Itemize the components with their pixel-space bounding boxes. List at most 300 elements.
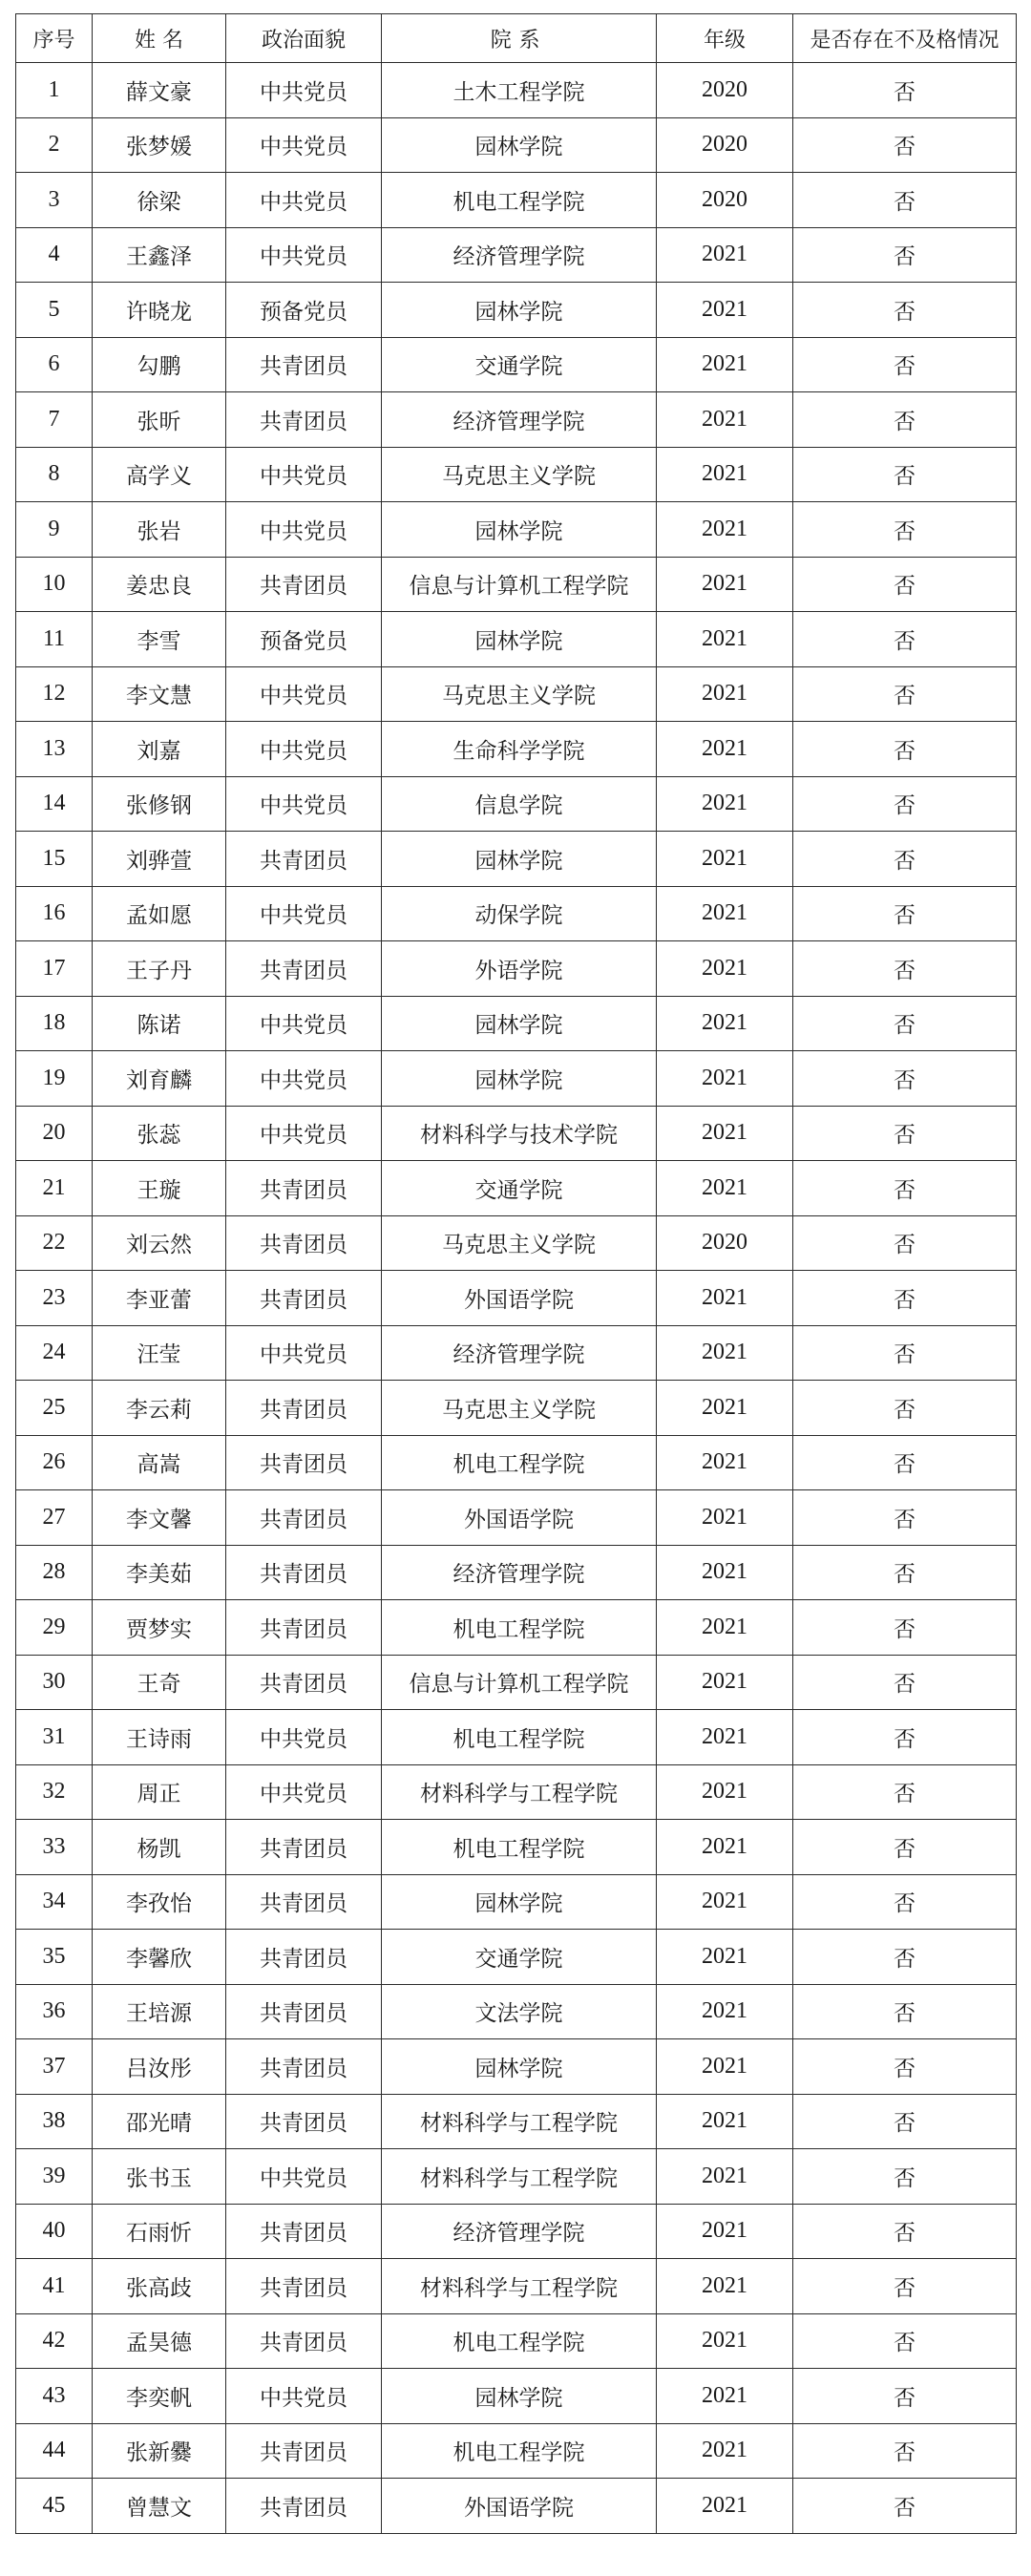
cell-name: 王诗雨 (93, 1710, 226, 1765)
cell-name: 李美茹 (93, 1545, 226, 1600)
cell-failing: 否 (793, 1764, 1017, 1820)
cell-failing: 否 (793, 337, 1017, 392)
header-failing: 是否存在不及格情况 (793, 14, 1017, 63)
cell-failing: 否 (793, 832, 1017, 887)
cell-failing: 否 (793, 1984, 1017, 2039)
cell-name: 李云莉 (93, 1381, 226, 1436)
cell-political: 共青团员 (226, 1820, 382, 1875)
cell-department: 马克思主义学院 (382, 1215, 657, 1271)
cell-failing: 否 (793, 666, 1017, 722)
cell-political: 共青团员 (226, 2479, 382, 2534)
cell-department: 外国语学院 (382, 1490, 657, 1546)
cell-political: 共青团员 (226, 1381, 382, 1436)
table-row (16, 2149, 1017, 2205)
cell-no: 38 (16, 2094, 93, 2149)
cell-grade: 2021 (657, 2094, 793, 2149)
cell-failing: 否 (793, 2149, 1017, 2205)
cell-failing: 否 (793, 1435, 1017, 1490)
cell-name: 张新爨 (93, 2423, 226, 2479)
cell-political: 共青团员 (226, 1984, 382, 2039)
cell-name: 张昕 (93, 392, 226, 448)
cell-department: 信息与计算机工程学院 (382, 557, 657, 612)
cell-failing: 否 (793, 776, 1017, 832)
cell-political: 中共党员 (226, 666, 382, 722)
cell-failing: 否 (793, 1490, 1017, 1546)
cell-failing: 否 (793, 2313, 1017, 2369)
cell-department: 文法学院 (382, 1984, 657, 2039)
cell-grade: 2021 (657, 2423, 793, 2479)
table-row (16, 1545, 1017, 1600)
cell-grade: 2020 (657, 173, 793, 228)
table-row (16, 1435, 1017, 1490)
cell-no: 25 (16, 1381, 93, 1436)
cell-department: 园林学院 (382, 1874, 657, 1930)
cell-name: 石雨忻 (93, 2204, 226, 2259)
cell-department: 材料科学与工程学院 (382, 2149, 657, 2205)
cell-name: 孟如愿 (93, 886, 226, 941)
cell-name: 张修钢 (93, 776, 226, 832)
cell-grade: 2021 (657, 283, 793, 338)
cell-political: 中共党员 (226, 2369, 382, 2424)
table-row (16, 1984, 1017, 2039)
cell-name: 李文馨 (93, 1490, 226, 1546)
cell-political: 中共党员 (226, 722, 382, 777)
cell-no: 32 (16, 1764, 93, 1820)
table-row (16, 63, 1017, 118)
cell-name: 李文慧 (93, 666, 226, 722)
cell-name: 张书玉 (93, 2149, 226, 2205)
cell-political: 共青团员 (226, 1545, 382, 1600)
cell-no: 43 (16, 2369, 93, 2424)
cell-department: 园林学院 (382, 2369, 657, 2424)
cell-name: 刘云然 (93, 1215, 226, 1271)
table-row (16, 557, 1017, 612)
cell-grade: 2021 (657, 2259, 793, 2314)
table-row (16, 1325, 1017, 1381)
cell-political: 预备党员 (226, 612, 382, 667)
cell-no: 44 (16, 2423, 93, 2479)
cell-failing: 否 (793, 1215, 1017, 1271)
cell-grade: 2021 (657, 502, 793, 558)
table-header (16, 14, 1017, 63)
cell-department: 交通学院 (382, 1161, 657, 1216)
cell-failing: 否 (793, 1655, 1017, 1710)
cell-failing: 否 (793, 283, 1017, 338)
cell-department: 经济管理学院 (382, 2204, 657, 2259)
cell-political: 共青团员 (226, 1600, 382, 1656)
table-body (16, 63, 1017, 2534)
table-row (16, 1655, 1017, 1710)
cell-grade: 2021 (657, 1271, 793, 1326)
table-row (16, 1490, 1017, 1546)
cell-grade: 2021 (657, 1764, 793, 1820)
table-row (16, 2259, 1017, 2314)
table-row (16, 283, 1017, 338)
cell-political: 中共党员 (226, 1325, 382, 1381)
cell-no: 16 (16, 886, 93, 941)
cell-no: 36 (16, 1984, 93, 2039)
cell-failing: 否 (793, 1271, 1017, 1326)
cell-failing: 否 (793, 1600, 1017, 1656)
cell-grade: 2021 (657, 1545, 793, 1600)
cell-failing: 否 (793, 996, 1017, 1051)
header-name: 姓 名 (93, 14, 226, 63)
cell-failing: 否 (793, 447, 1017, 502)
cell-grade: 2021 (657, 2149, 793, 2205)
cell-name: 徐梁 (93, 173, 226, 228)
cell-no: 9 (16, 502, 93, 558)
cell-grade: 2020 (657, 63, 793, 118)
cell-name: 张岩 (93, 502, 226, 558)
cell-grade: 2021 (657, 886, 793, 941)
cell-grade: 2021 (657, 1435, 793, 1490)
cell-no: 27 (16, 1490, 93, 1546)
cell-grade: 2021 (657, 1051, 793, 1107)
cell-political: 共青团员 (226, 1930, 382, 1985)
cell-grade: 2021 (657, 447, 793, 502)
cell-political: 中共党员 (226, 1764, 382, 1820)
table-row (16, 1271, 1017, 1326)
cell-political: 共青团员 (226, 1655, 382, 1710)
cell-failing: 否 (793, 1161, 1017, 1216)
cell-grade: 2021 (657, 996, 793, 1051)
header-no: 序号 (16, 14, 93, 63)
cell-no: 11 (16, 612, 93, 667)
cell-grade: 2021 (657, 1325, 793, 1381)
cell-no: 37 (16, 2039, 93, 2095)
table-row (16, 2204, 1017, 2259)
cell-grade: 2021 (657, 832, 793, 887)
cell-name: 贾梦实 (93, 1600, 226, 1656)
cell-failing: 否 (793, 2423, 1017, 2479)
cell-no: 21 (16, 1161, 93, 1216)
cell-grade: 2021 (657, 1820, 793, 1875)
cell-name: 刘嘉 (93, 722, 226, 777)
cell-name: 王璇 (93, 1161, 226, 1216)
cell-no: 6 (16, 337, 93, 392)
table-row (16, 502, 1017, 558)
cell-department: 动保学院 (382, 886, 657, 941)
cell-name: 陈诺 (93, 996, 226, 1051)
cell-department: 生命科学学院 (382, 722, 657, 777)
cell-failing: 否 (793, 2094, 1017, 2149)
cell-political: 共青团员 (226, 2423, 382, 2479)
cell-no: 5 (16, 283, 93, 338)
cell-no: 4 (16, 227, 93, 283)
cell-failing: 否 (793, 173, 1017, 228)
cell-failing: 否 (793, 1930, 1017, 1985)
cell-political: 中共党员 (226, 173, 382, 228)
cell-name: 李馨欣 (93, 1930, 226, 1985)
table-row (16, 996, 1017, 1051)
table-row (16, 666, 1017, 722)
cell-department: 园林学院 (382, 1051, 657, 1107)
cell-political: 共青团员 (226, 1271, 382, 1326)
cell-no: 22 (16, 1215, 93, 1271)
cell-name: 吕汝彤 (93, 2039, 226, 2095)
cell-political: 中共党员 (226, 1106, 382, 1161)
cell-name: 王培源 (93, 1984, 226, 2039)
cell-political: 中共党员 (226, 1710, 382, 1765)
cell-failing: 否 (793, 886, 1017, 941)
cell-department: 经济管理学院 (382, 392, 657, 448)
cell-no: 14 (16, 776, 93, 832)
cell-political: 共青团员 (226, 1215, 382, 1271)
table-row (16, 722, 1017, 777)
cell-department: 经济管理学院 (382, 1325, 657, 1381)
table-row (16, 1764, 1017, 1820)
cell-failing: 否 (793, 1820, 1017, 1875)
cell-no: 13 (16, 722, 93, 777)
cell-department: 机电工程学院 (382, 1820, 657, 1875)
cell-political: 共青团员 (226, 392, 382, 448)
cell-grade: 2021 (657, 941, 793, 997)
cell-no: 18 (16, 996, 93, 1051)
student-roster-table (15, 13, 1017, 2534)
table-row (16, 227, 1017, 283)
cell-grade: 2021 (657, 1490, 793, 1546)
cell-department: 机电工程学院 (382, 2423, 657, 2479)
cell-political: 共青团员 (226, 2313, 382, 2369)
cell-no: 39 (16, 2149, 93, 2205)
cell-department: 经济管理学院 (382, 1545, 657, 1600)
cell-no: 8 (16, 447, 93, 502)
cell-grade: 2021 (657, 557, 793, 612)
table-row (16, 2479, 1017, 2534)
cell-political: 中共党员 (226, 996, 382, 1051)
cell-no: 28 (16, 1545, 93, 1600)
cell-no: 34 (16, 1874, 93, 1930)
cell-department: 材料科学与技术学院 (382, 1106, 657, 1161)
cell-name: 杨凯 (93, 1820, 226, 1875)
cell-department: 机电工程学院 (382, 173, 657, 228)
header-row (16, 14, 1017, 63)
header-grade: 年级 (657, 14, 793, 63)
cell-name: 王奇 (93, 1655, 226, 1710)
cell-grade: 2021 (657, 2204, 793, 2259)
cell-political: 共青团员 (226, 2204, 382, 2259)
cell-political: 中共党员 (226, 63, 382, 118)
cell-political: 共青团员 (226, 2039, 382, 2095)
cell-failing: 否 (793, 2479, 1017, 2534)
cell-political: 共青团员 (226, 337, 382, 392)
cell-department: 经济管理学院 (382, 227, 657, 283)
cell-failing: 否 (793, 1545, 1017, 1600)
cell-department: 机电工程学院 (382, 1710, 657, 1765)
cell-failing: 否 (793, 2204, 1017, 2259)
cell-department: 马克思主义学院 (382, 1381, 657, 1436)
cell-failing: 否 (793, 1051, 1017, 1107)
cell-no: 31 (16, 1710, 93, 1765)
cell-failing: 否 (793, 612, 1017, 667)
cell-no: 12 (16, 666, 93, 722)
cell-name: 李雪 (93, 612, 226, 667)
cell-name: 高学义 (93, 447, 226, 502)
cell-no: 15 (16, 832, 93, 887)
cell-department: 马克思主义学院 (382, 666, 657, 722)
cell-political: 中共党员 (226, 227, 382, 283)
cell-department: 材料科学与工程学院 (382, 2094, 657, 2149)
cell-name: 刘骅萱 (93, 832, 226, 887)
cell-political: 共青团员 (226, 557, 382, 612)
cell-no: 7 (16, 392, 93, 448)
cell-department: 信息学院 (382, 776, 657, 832)
cell-failing: 否 (793, 941, 1017, 997)
table-row (16, 832, 1017, 887)
table-row (16, 1930, 1017, 1985)
cell-no: 40 (16, 2204, 93, 2259)
cell-failing: 否 (793, 227, 1017, 283)
cell-department: 材料科学与工程学院 (382, 2259, 657, 2314)
table-row (16, 392, 1017, 448)
cell-grade: 2020 (657, 1215, 793, 1271)
cell-failing: 否 (793, 1381, 1017, 1436)
cell-grade: 2021 (657, 612, 793, 667)
cell-department: 外国语学院 (382, 1271, 657, 1326)
cell-department: 园林学院 (382, 283, 657, 338)
cell-grade: 2021 (657, 337, 793, 392)
cell-political: 共青团员 (226, 1435, 382, 1490)
cell-name: 高嵩 (93, 1435, 226, 1490)
cell-failing: 否 (793, 2039, 1017, 2095)
cell-political: 共青团员 (226, 1490, 382, 1546)
cell-no: 45 (16, 2479, 93, 2534)
cell-no: 33 (16, 1820, 93, 1875)
cell-grade: 2021 (657, 2369, 793, 2424)
cell-no: 26 (16, 1435, 93, 1490)
cell-name: 姜忠良 (93, 557, 226, 612)
table-row (16, 1051, 1017, 1107)
table-row (16, 941, 1017, 997)
cell-department: 马克思主义学院 (382, 447, 657, 502)
table-row (16, 2313, 1017, 2369)
cell-no: 41 (16, 2259, 93, 2314)
header-political: 政治面貌 (226, 14, 382, 63)
cell-department: 交通学院 (382, 337, 657, 392)
cell-grade: 2021 (657, 1874, 793, 1930)
table-row (16, 447, 1017, 502)
cell-no: 29 (16, 1600, 93, 1656)
cell-name: 刘育麟 (93, 1051, 226, 1107)
cell-political: 共青团员 (226, 1161, 382, 1216)
table-row (16, 2094, 1017, 2149)
cell-name: 张蕊 (93, 1106, 226, 1161)
cell-failing: 否 (793, 2259, 1017, 2314)
cell-department: 园林学院 (382, 502, 657, 558)
cell-department: 信息与计算机工程学院 (382, 1655, 657, 1710)
cell-department: 材料科学与工程学院 (382, 1764, 657, 1820)
cell-department: 园林学院 (382, 612, 657, 667)
cell-grade: 2021 (657, 1930, 793, 1985)
cell-failing: 否 (793, 63, 1017, 118)
table-row (16, 1381, 1017, 1436)
cell-failing: 否 (793, 1325, 1017, 1381)
cell-department: 外国语学院 (382, 2479, 657, 2534)
cell-failing: 否 (793, 1710, 1017, 1765)
cell-name: 邵光晴 (93, 2094, 226, 2149)
cell-name: 薛文豪 (93, 63, 226, 118)
cell-no: 35 (16, 1930, 93, 1985)
cell-grade: 2021 (657, 1381, 793, 1436)
cell-name: 周正 (93, 1764, 226, 1820)
cell-name: 李孜怡 (93, 1874, 226, 1930)
cell-no: 23 (16, 1271, 93, 1326)
cell-name: 王鑫泽 (93, 227, 226, 283)
cell-failing: 否 (793, 392, 1017, 448)
cell-name: 勾鹏 (93, 337, 226, 392)
table-row (16, 886, 1017, 941)
cell-political: 共青团员 (226, 1874, 382, 1930)
cell-political: 中共党员 (226, 776, 382, 832)
header-department: 院系 (382, 14, 657, 63)
table-row (16, 1710, 1017, 1765)
cell-no: 30 (16, 1655, 93, 1710)
table-row (16, 1600, 1017, 1656)
cell-grade: 2021 (657, 776, 793, 832)
cell-grade: 2021 (657, 666, 793, 722)
cell-grade: 2020 (657, 117, 793, 173)
cell-grade: 2021 (657, 722, 793, 777)
cell-failing: 否 (793, 2369, 1017, 2424)
cell-no: 24 (16, 1325, 93, 1381)
cell-name: 孟昊德 (93, 2313, 226, 2369)
cell-name: 李奕帆 (93, 2369, 226, 2424)
cell-failing: 否 (793, 1874, 1017, 1930)
table-row (16, 117, 1017, 173)
cell-failing: 否 (793, 117, 1017, 173)
cell-department: 机电工程学院 (382, 2313, 657, 2369)
cell-name: 张高歧 (93, 2259, 226, 2314)
cell-name: 张梦媛 (93, 117, 226, 173)
cell-department: 园林学院 (382, 832, 657, 887)
table-row (16, 2423, 1017, 2479)
cell-political: 中共党员 (226, 1051, 382, 1107)
cell-name: 汪莹 (93, 1325, 226, 1381)
cell-grade: 2021 (657, 1984, 793, 2039)
cell-political: 中共党员 (226, 886, 382, 941)
cell-no: 19 (16, 1051, 93, 1107)
table-row (16, 1820, 1017, 1875)
cell-no: 3 (16, 173, 93, 228)
cell-grade: 2021 (657, 2313, 793, 2369)
cell-no: 17 (16, 941, 93, 997)
table-row (16, 173, 1017, 228)
cell-name: 曾慧文 (93, 2479, 226, 2534)
cell-no: 10 (16, 557, 93, 612)
cell-political: 共青团员 (226, 2094, 382, 2149)
table-row (16, 1161, 1017, 1216)
cell-failing: 否 (793, 502, 1017, 558)
cell-grade: 2021 (657, 2479, 793, 2534)
cell-department: 土木工程学院 (382, 63, 657, 118)
cell-name: 李亚蕾 (93, 1271, 226, 1326)
cell-no: 1 (16, 63, 93, 118)
table-row (16, 1874, 1017, 1930)
cell-political: 共青团员 (226, 832, 382, 887)
cell-grade: 2021 (657, 1655, 793, 1710)
cell-grade: 2021 (657, 1710, 793, 1765)
table-row (16, 612, 1017, 667)
table-row (16, 1215, 1017, 1271)
cell-no: 42 (16, 2313, 93, 2369)
cell-grade: 2021 (657, 1106, 793, 1161)
table-row (16, 337, 1017, 392)
cell-no: 2 (16, 117, 93, 173)
cell-political: 预备党员 (226, 283, 382, 338)
cell-department: 机电工程学院 (382, 1435, 657, 1490)
cell-no: 20 (16, 1106, 93, 1161)
cell-department: 机电工程学院 (382, 1600, 657, 1656)
